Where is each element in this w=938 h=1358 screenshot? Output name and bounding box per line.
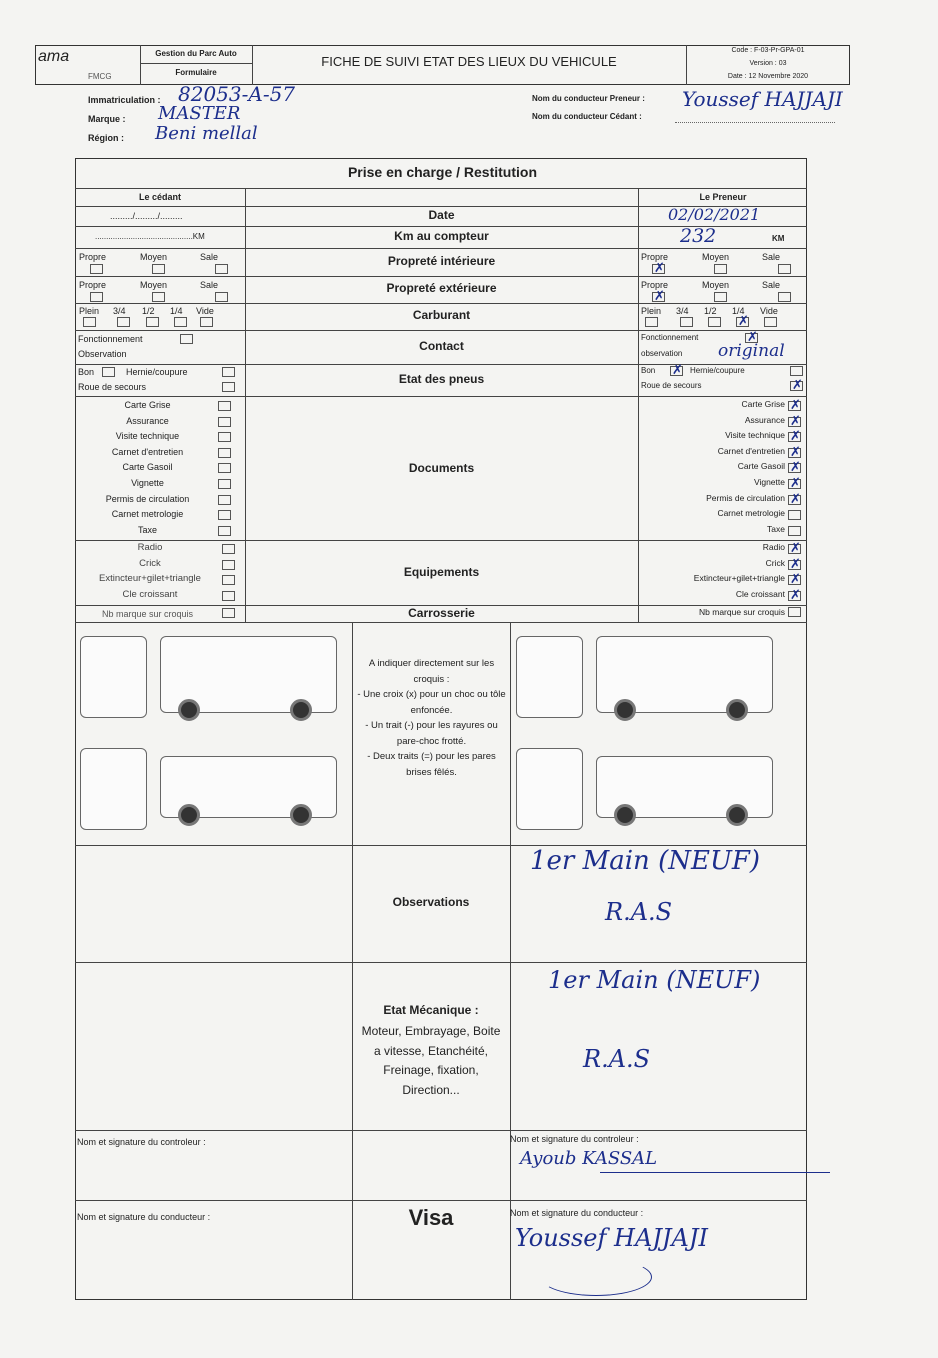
row-label-contact: Contact	[419, 339, 464, 353]
preneur-equip-0-checkbox[interactable]	[788, 544, 801, 554]
preneur-roue: Roue de secours	[641, 381, 702, 390]
cedant-doc-6: Permis de circulation	[105, 493, 190, 504]
preneur-fuel-4: Vide	[760, 306, 778, 316]
cedant-doc-5: Vignette	[131, 478, 164, 488]
preneur-fuel-3: 1/4	[732, 306, 745, 316]
croquis-instructions: A indiquer directement sur les croquis : - Une croix (x) pour un choc ou tôle enfoncée. - Un trait (-) pour les rayures ou pare-choc frotté. - Deux traits (=) pour les pares brises fêlés.	[357, 658, 506, 778]
preneur-doc-3-checkbox[interactable]	[788, 448, 801, 458]
row-label-km: Km au compteur	[394, 229, 489, 243]
preneur-doc-1-checkbox[interactable]	[788, 417, 801, 427]
cedant-doc-7-checkbox[interactable]	[218, 510, 231, 520]
controller-signature-label-right: Nom et signature du controleur :	[510, 1134, 639, 1144]
preneur-interieur-moyen-checkbox[interactable]	[714, 264, 727, 274]
preneur-equip-2-checkbox[interactable]	[788, 575, 801, 585]
wheel-icon	[290, 699, 312, 721]
cedant-label: Nom du conducteur Cédant :	[532, 112, 642, 121]
cedant-interieur-propre: Propre	[79, 252, 107, 262]
preneur-interieur-propre: Propre	[641, 252, 669, 262]
meca-text: Moteur, Embrayage, Boite a vitesse, Etanchéité, Freinage, fixation, Direction...	[361, 1024, 501, 1097]
cedant-doc-4-checkbox[interactable]	[218, 463, 231, 473]
table-rule	[245, 188, 246, 622]
row-label-interieur: Propreté intérieure	[387, 254, 496, 268]
preneur-fuel-0-checkbox[interactable]	[645, 317, 658, 327]
doc-type: Formulaire	[175, 68, 217, 77]
cedant-fuel-2-checkbox[interactable]	[146, 317, 159, 327]
header-date: Date : 12 Novembre 2020	[727, 73, 809, 80]
cedant-km: ............................................KM	[95, 232, 205, 241]
cedant-interieur-sale-checkbox[interactable]	[215, 264, 228, 274]
preneur-doc-6: Permis de circulation	[706, 492, 785, 503]
preneur-equip-3-checkbox[interactable]	[788, 591, 801, 601]
table-rule	[75, 396, 807, 397]
row-label-equipements: Equipements	[403, 565, 480, 579]
cedant-doc-1-checkbox[interactable]	[218, 417, 231, 427]
visa-label: Visa	[408, 1205, 454, 1230]
van-rear-view-right	[516, 748, 583, 830]
marque-label: Marque :	[88, 114, 126, 124]
preneur-label: Nom du conducteur Preneur :	[532, 94, 645, 103]
wheel-icon	[290, 804, 312, 826]
cedant-fuel-3-checkbox[interactable]	[174, 317, 187, 327]
preneur-exterieur-propre: Propre	[641, 280, 669, 290]
preneur-hernie: Hernie/coupure	[690, 366, 745, 375]
region-value: Beni mellal	[155, 123, 258, 144]
cedant-bon-checkbox[interactable]	[102, 367, 115, 377]
cedant-name-line	[675, 122, 835, 123]
cedant-doc-0: Carte Grise	[124, 400, 171, 410]
cedant-doc-7: Carnet metrologie	[111, 509, 184, 520]
cedant-header: Le cédant	[138, 192, 181, 202]
preneur-fuel-4-checkbox[interactable]	[764, 317, 777, 327]
wheel-icon	[178, 804, 200, 826]
cedant-doc-2-checkbox[interactable]	[218, 432, 231, 442]
cedant-equip-0-checkbox[interactable]	[222, 544, 235, 554]
cedant-doc-8-checkbox[interactable]	[218, 526, 231, 536]
table-rule	[75, 1200, 807, 1201]
cedant-doc-3: Carnet d'entretien	[111, 446, 184, 457]
marque-value: MASTER	[158, 103, 241, 124]
row-label-exterieur: Propreté extérieure	[386, 281, 497, 295]
cedant-interieur-moyen: Moyen	[140, 252, 168, 262]
meca-title: Etat Mécanique :	[383, 1003, 479, 1017]
wheel-icon	[726, 699, 748, 721]
preneur-doc-7: Carnet metrologie	[717, 508, 785, 519]
cedant-nb-marque-checkbox[interactable]	[222, 608, 235, 618]
preneur-doc-2: Visite technique	[725, 430, 785, 441]
logo-sub: FMCG	[88, 72, 112, 81]
observations-label: Observations	[392, 895, 470, 909]
preneur-observation: observation	[641, 349, 683, 358]
preneur-doc-5: Vignette	[753, 477, 785, 487]
preneur-bon-checkbox[interactable]	[670, 366, 683, 376]
cedant-equip-3: Cle croissant	[122, 588, 178, 600]
version: Version : 03	[749, 60, 787, 67]
preneur-doc-4-checkbox[interactable]	[788, 463, 801, 473]
cedant-exterieur-sale-checkbox[interactable]	[215, 292, 228, 302]
form-title: FICHE DE SUIVI ETAT DES LIEUX DU VEHICULE	[321, 54, 617, 69]
table-rule	[510, 622, 511, 1300]
preneur-doc-1: Assurance	[744, 414, 785, 425]
contact-observation-value: original	[718, 341, 785, 361]
cedant-doc-6-checkbox[interactable]	[218, 495, 231, 505]
preneur-fuel-0: Plein	[641, 306, 662, 316]
cedant-fonctionnement: Fonctionnement	[78, 334, 143, 344]
table-rule	[75, 330, 807, 331]
preneur-equip-3: Cle croissant	[735, 588, 785, 599]
cedant-equip-0: Radio	[137, 542, 163, 553]
cedant-equip-2: Extincteur+gilet+triangle	[99, 573, 201, 585]
cedant-equip-2-checkbox[interactable]	[222, 575, 235, 585]
preneur-fuel-2-checkbox[interactable]	[708, 317, 721, 327]
controller-signature-label-left: Nom et signature du controleur :	[77, 1137, 206, 1147]
preneur-exterieur-moyen: Moyen	[702, 280, 730, 290]
cedant-exterieur-propre-checkbox[interactable]	[90, 292, 103, 302]
cedant-interieur-moyen-checkbox[interactable]	[152, 264, 165, 274]
cedant-exterieur-sale: Sale	[200, 280, 219, 290]
cedant-hernie: Hernie/coupure	[126, 367, 188, 377]
van-front-view-right	[516, 636, 583, 718]
cedant-doc-8: Taxe	[137, 524, 157, 535]
table-rule	[75, 962, 807, 963]
table-title: Prise en charge / Restitution	[347, 164, 538, 180]
van-rear-view-left	[80, 748, 147, 830]
preneur-exterieur-moyen-checkbox[interactable]	[714, 292, 727, 302]
cedant-observation: Observation	[78, 349, 127, 359]
preneur-value: Youssef HAJJAJI	[682, 87, 843, 111]
preneur-date: 02/02/2021	[668, 205, 761, 224]
preneur-km-unit: KM	[772, 234, 785, 243]
preneur-interieur-sale: Sale	[762, 252, 781, 262]
row-label-carrosserie: Carrosserie	[408, 606, 475, 620]
preneur-bon: Bon	[641, 366, 656, 375]
meca-line2: R.A.S	[583, 1045, 651, 1073]
preneur-interieur-sale-checkbox[interactable]	[778, 264, 791, 274]
cedant-fuel-3: 1/4	[170, 306, 183, 316]
preneur-km: 232	[680, 225, 717, 247]
preneur-doc-6-checkbox[interactable]	[788, 495, 801, 505]
wheel-icon	[178, 699, 200, 721]
wheel-icon	[726, 804, 748, 826]
preneur-hernie-checkbox[interactable]	[790, 366, 803, 376]
driver-signature-label-right: Nom et signature du conducteur :	[510, 1208, 644, 1218]
preneur-interieur-moyen: Moyen	[702, 252, 730, 262]
cedant-fuel-4: Vide	[196, 306, 214, 316]
preneur-doc-0-checkbox[interactable]	[788, 401, 801, 411]
cedant-fuel-0: Plein	[79, 306, 100, 316]
driver-signature-label-left: Nom et signature du conducteur :	[77, 1212, 211, 1222]
wheel-icon	[614, 699, 636, 721]
cedant-equip-1-checkbox[interactable]	[222, 560, 235, 570]
header-divider	[140, 63, 252, 64]
cedant-doc-2: Visite technique	[115, 431, 180, 442]
wheel-icon	[614, 804, 636, 826]
cedant-doc-4: Carte Gasoil	[122, 462, 173, 473]
row-label-pneus: Etat des pneus	[398, 372, 485, 386]
preneur-fuel-1-checkbox[interactable]	[680, 317, 693, 327]
dept: Gestion du Parc Auto	[155, 49, 237, 58]
preneur-doc-7-checkbox[interactable]	[788, 510, 801, 520]
preneur-doc-0: Carte Grise	[741, 399, 785, 409]
table-rule	[638, 188, 639, 622]
cedant-nb-marque: Nb marque sur croquis	[101, 609, 194, 619]
cedant-doc-5-checkbox[interactable]	[218, 479, 231, 489]
cedant-fonctionnement-checkbox[interactable]	[180, 334, 193, 344]
cedant-hernie-checkbox[interactable]	[222, 367, 235, 377]
table-rule	[75, 364, 807, 365]
preneur-equip-2: Extincteur+gilet+triangle	[693, 573, 785, 584]
cedant-bon: Bon	[78, 367, 95, 377]
preneur-doc-3: Carnet d'entretien	[717, 445, 785, 456]
preneur-nb-marque: Nb marque sur croquis	[699, 607, 785, 617]
preneur-doc-8: Taxe	[767, 523, 785, 534]
preneur-fonctionnement: Fonctionnement	[641, 333, 699, 342]
code: Code : F-03-Pr-GPA-01	[731, 47, 805, 54]
table-rule	[75, 248, 807, 249]
cedant-exterieur-propre: Propre	[79, 280, 107, 290]
observations-line2: R.A.S	[605, 898, 673, 926]
logo: ama	[38, 48, 70, 65]
preneur-fuel-2: 1/2	[704, 306, 717, 316]
table-rule	[75, 188, 807, 189]
cedant-equip-1: Crick	[139, 557, 161, 569]
preneur-exterieur-sale-checkbox[interactable]	[778, 292, 791, 302]
row-label-documents: Documents	[408, 461, 475, 475]
preneur-doc-2-checkbox[interactable]	[788, 432, 801, 442]
table-rule	[352, 622, 353, 1300]
cedant-fuel-2: 1/2	[142, 306, 155, 316]
preneur-header: Le Preneur	[699, 192, 747, 202]
preneur-equip-0: Radio	[762, 542, 785, 552]
cedant-date: ........./........./.........	[110, 211, 183, 221]
table-rule	[75, 303, 807, 304]
cedant-fuel-0-checkbox[interactable]	[83, 317, 96, 327]
driver-name: Youssef HAJJAJI	[515, 1224, 708, 1252]
cedant-equip-3-checkbox[interactable]	[222, 591, 235, 601]
preneur-doc-4: Carte Gasoil	[737, 461, 785, 472]
controller-signature	[600, 1172, 830, 1173]
preneur-roue-checkbox[interactable]	[790, 381, 803, 391]
driver-signature	[540, 1258, 652, 1296]
cedant-interieur-sale: Sale	[200, 252, 219, 262]
controller-name: Ayoub KASSAL	[520, 1148, 658, 1169]
region-label: Région :	[88, 133, 124, 143]
immat-label: Immatriculation :	[88, 95, 161, 105]
cedant-roue: Roue de secours	[78, 382, 147, 392]
row-label-carburant: Carburant	[412, 308, 471, 322]
meca-line1: 1er Main (NEUF)	[548, 966, 761, 994]
table-rule	[75, 276, 807, 277]
van-front-view-left	[80, 636, 147, 718]
preneur-interieur-propre-checkbox[interactable]	[652, 264, 665, 274]
table-rule	[75, 622, 807, 623]
cedant-doc-0-checkbox[interactable]	[218, 401, 231, 411]
preneur-equip-1: Crick	[765, 557, 785, 568]
table-rule	[75, 1130, 807, 1131]
cedant-fuel-1: 3/4	[113, 306, 126, 316]
cedant-roue-checkbox[interactable]	[222, 382, 235, 392]
row-label-date: Date	[428, 208, 455, 222]
preneur-fuel-3-checkbox[interactable]	[736, 317, 749, 327]
cedant-interieur-propre-checkbox[interactable]	[90, 264, 103, 274]
immat-value: 82053-A-57	[178, 82, 296, 106]
cedant-exterieur-moyen: Moyen	[140, 280, 168, 290]
cedant-doc-1: Assurance	[126, 415, 169, 426]
preneur-nb-marque-checkbox[interactable]	[788, 607, 801, 617]
preneur-exterieur-sale: Sale	[762, 280, 781, 290]
cedant-fuel-1-checkbox[interactable]	[117, 317, 130, 327]
observations-line1: 1er Main (NEUF)	[530, 846, 761, 876]
preneur-fuel-1: 3/4	[676, 306, 689, 316]
preneur-exterieur-propre-checkbox[interactable]	[652, 292, 665, 302]
preneur-equip-1-checkbox[interactable]	[788, 560, 801, 570]
table-rule	[75, 540, 807, 541]
preneur-doc-5-checkbox[interactable]	[788, 479, 801, 489]
preneur-doc-8-checkbox[interactable]	[788, 526, 801, 536]
cedant-exterieur-moyen-checkbox[interactable]	[152, 292, 165, 302]
cedant-fuel-4-checkbox[interactable]	[200, 317, 213, 327]
cedant-doc-3-checkbox[interactable]	[218, 448, 231, 458]
